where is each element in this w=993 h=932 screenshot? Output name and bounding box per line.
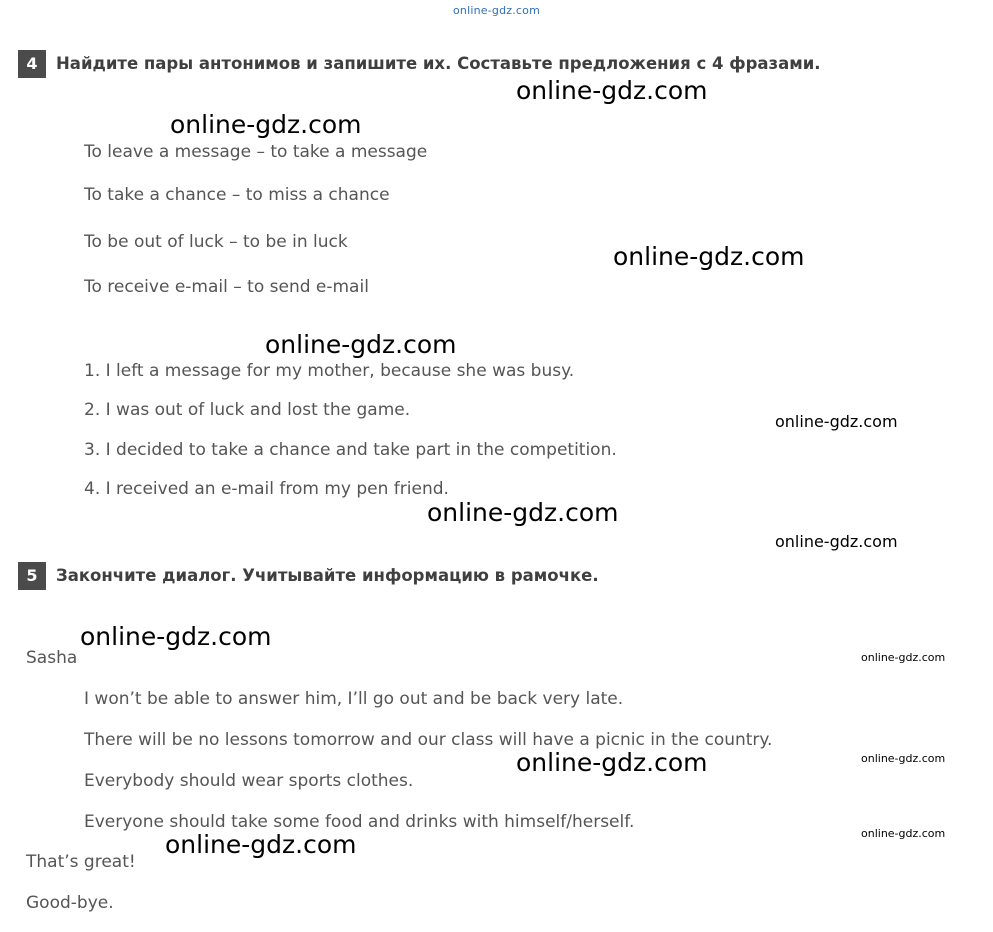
watermark: online-gdz.com <box>861 651 946 664</box>
watermark: online-gdz.com <box>265 330 457 359</box>
watermark: online-gdz.com <box>427 498 619 527</box>
exercise-4-header <box>18 50 973 78</box>
watermark: online-gdz.com <box>516 748 708 777</box>
dialog-speaker: Sasha <box>26 648 78 668</box>
antonym-pair: To receive e-mail – to send e-mail <box>84 276 369 297</box>
watermark: online-gdz.com <box>516 76 708 105</box>
sentence-item: 2. I was out of luck and lost the game. <box>84 400 411 421</box>
exercise-4-block <box>18 50 973 78</box>
dialog-closing-line: That’s great! <box>26 852 136 872</box>
exercise-4-prompt: Найдите пары антонимов и запишите их. Составьте предложения с 4 фразами. <box>56 54 821 73</box>
exercise-5-prompt: Закончите диалог. Учитывайте информацию в рамочке. <box>56 566 599 585</box>
exercise-4-pairs <box>84 142 964 298</box>
dialog-line: There will be no lessons tomorrow and our class will have a picnic in the country. <box>84 730 773 750</box>
watermark: online-gdz.com <box>613 242 805 271</box>
watermark: online-gdz.com <box>861 827 946 840</box>
antonym-pair: To be out of luck – to be in luck <box>84 231 348 252</box>
watermark: online-gdz.com <box>165 830 357 859</box>
exercise-5-header <box>18 562 973 590</box>
watermark: online-gdz.com <box>170 110 362 139</box>
sentence-item: 1. I left a message for my mother, because she was busy. <box>84 361 575 381</box>
sentence-item: 4. I received an e-mail from my pen friend. <box>84 478 449 499</box>
exercise-4-number: 4 <box>18 50 46 78</box>
dialog-line: I won’t be able to answer him, I’ll go out and be back very late. <box>84 689 624 709</box>
sentence-item: 3. I decided to take a chance and take part in the competition. <box>84 439 617 460</box>
dialog-line: Everybody should wear sports clothes. <box>84 771 414 791</box>
exercise-5-block <box>18 562 973 590</box>
exercise-5-number: 5 <box>18 562 46 590</box>
watermark: online-gdz.com <box>80 622 272 651</box>
dialog-closing-line: Good-bye. <box>26 893 114 913</box>
watermark: online-gdz.com <box>775 532 898 551</box>
watermark-top: online-gdz.com <box>452 4 541 17</box>
exercise-4-sentences <box>84 361 964 500</box>
watermark: online-gdz.com <box>775 412 898 431</box>
antonym-pair: To leave a message – to take a message <box>84 142 428 162</box>
watermark: online-gdz.com <box>861 752 946 765</box>
antonym-pair: To take a chance – to miss a chance <box>84 185 390 206</box>
dialog-line: Everyone should take some food and drinks with himself/herself. <box>84 812 635 832</box>
